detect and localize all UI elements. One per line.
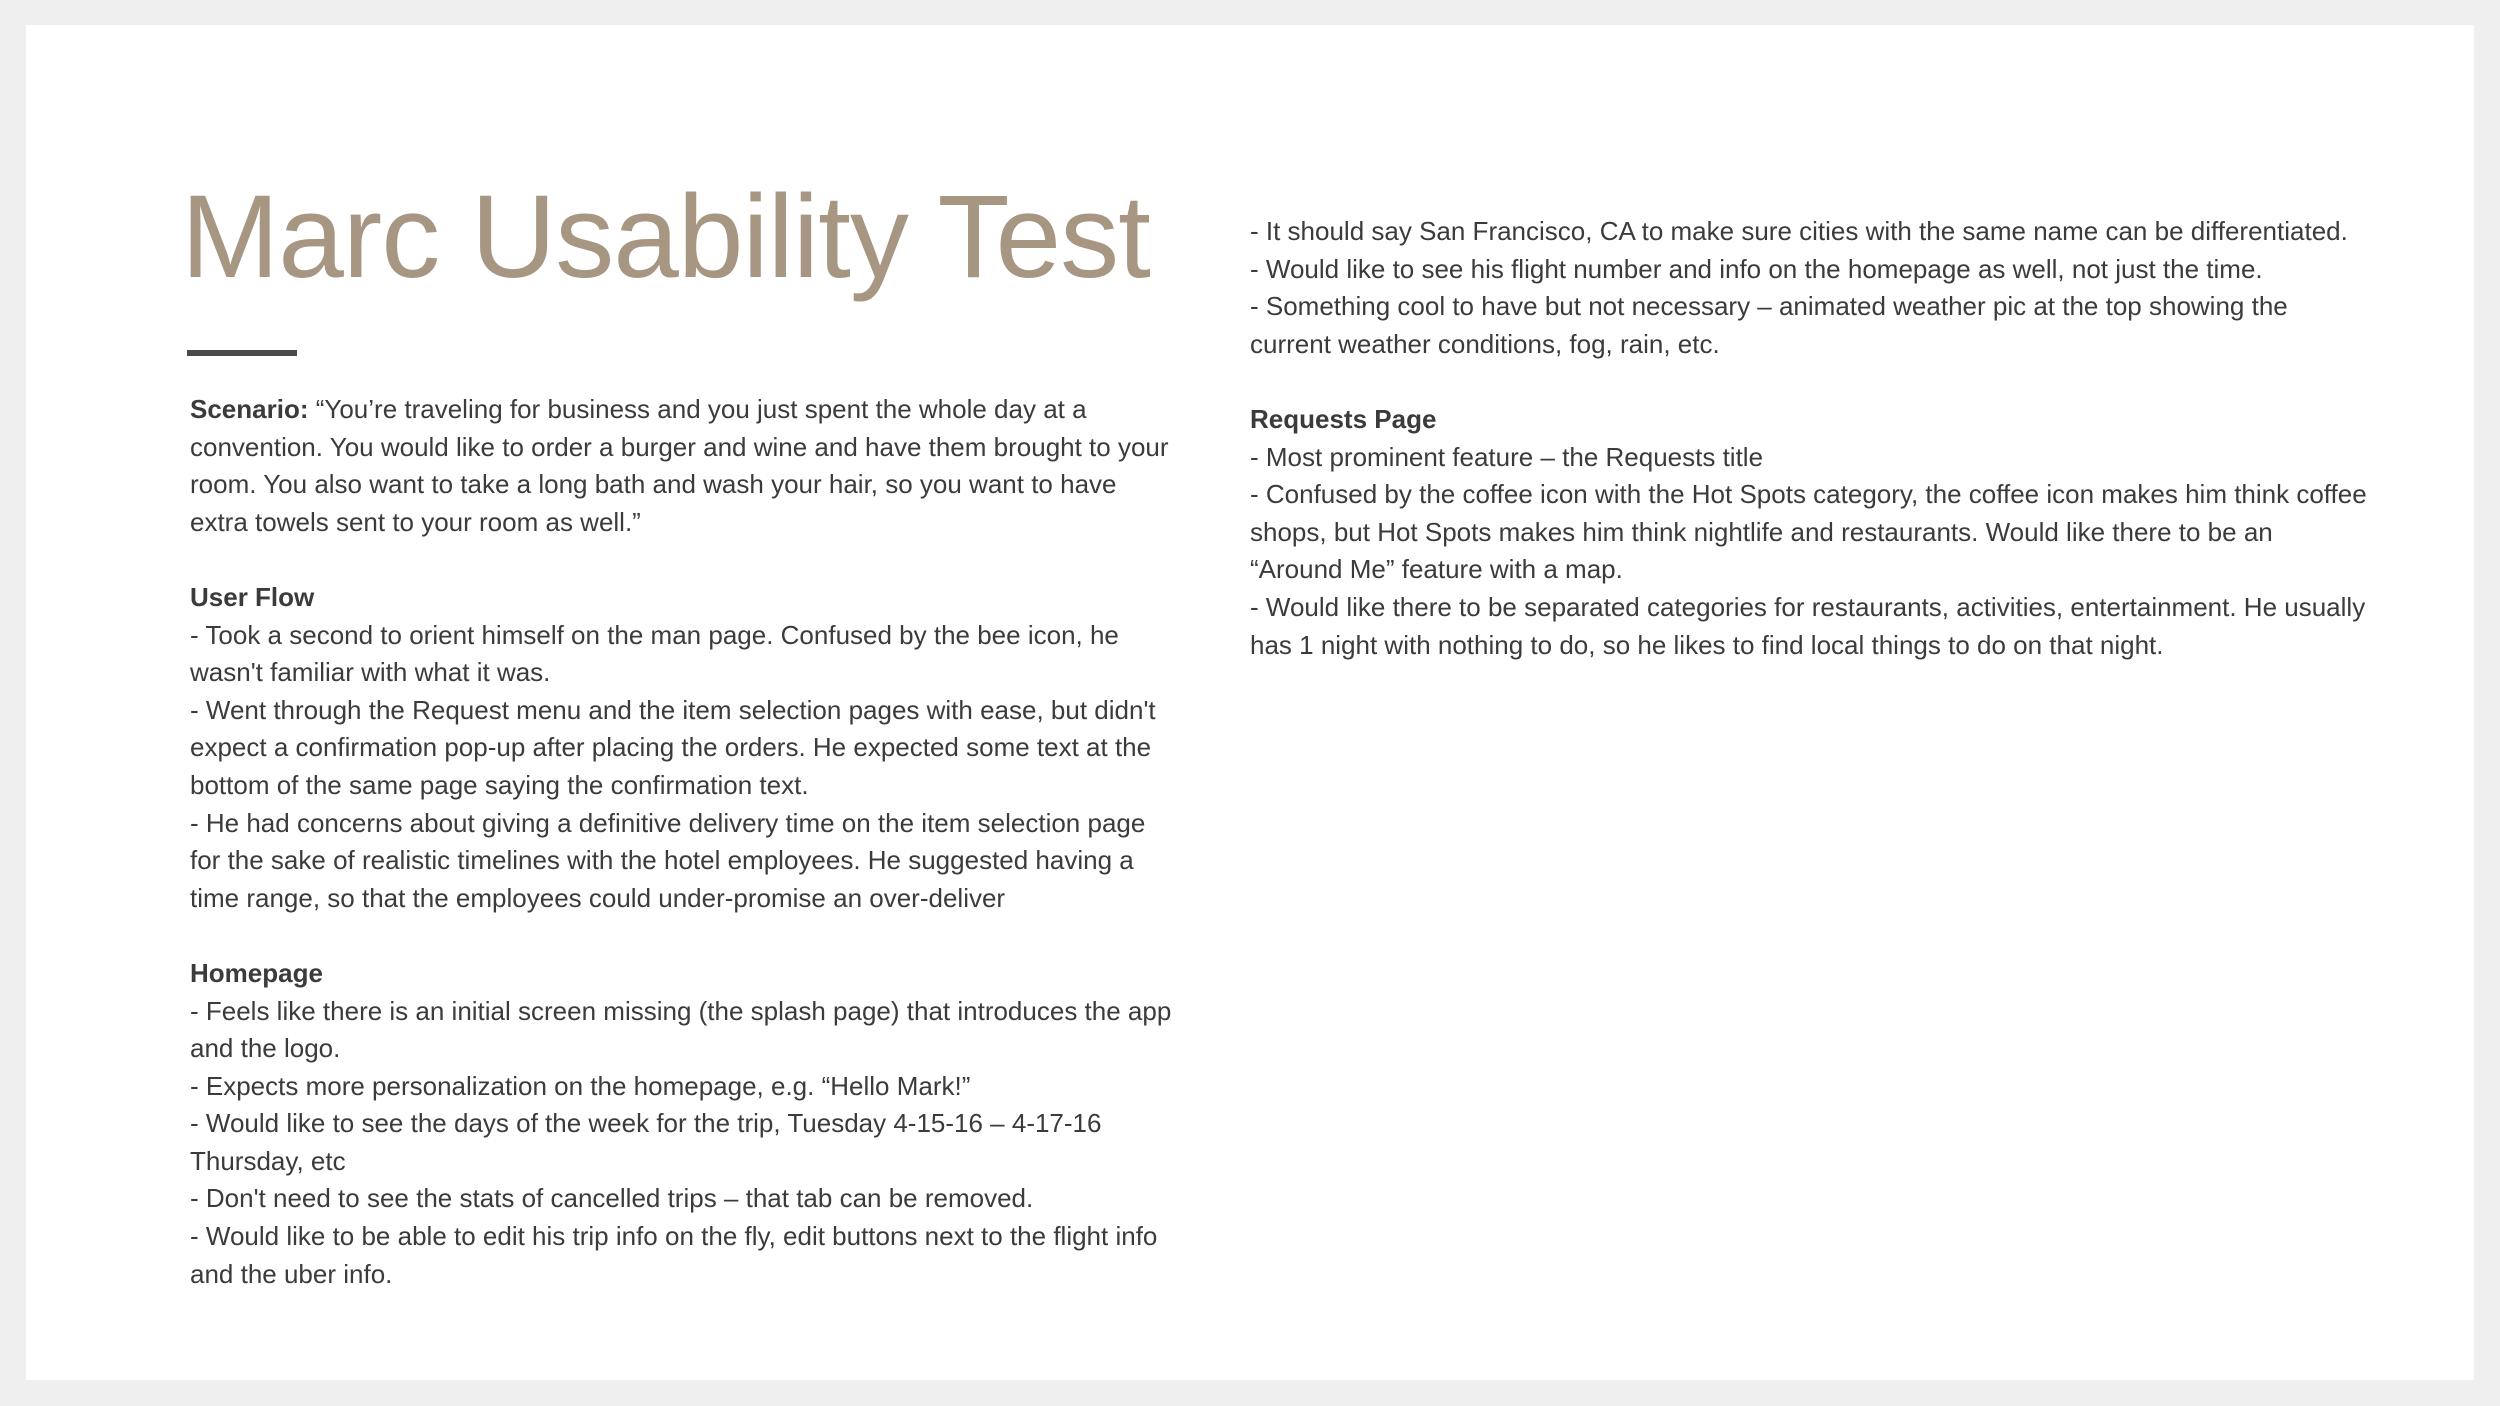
left-column <box>190 391 1180 1293</box>
spacer <box>190 541 1180 579</box>
slide-title: Marc Usability Test <box>181 171 1150 303</box>
spacer <box>1250 363 2370 401</box>
scenario-paragraph <box>190 391 1180 541</box>
homepage-item: - Would like to see his flight number and info on the homepage as well, not just the time. <box>1250 253 2263 284</box>
homepage-item: - Something cool to have but not necessary – animated weather pic at the top showing the current weather conditions, fog, rain, etc. <box>1250 291 2288 359</box>
user-flow-item: - He had concerns about giving a definitive delivery time on the item selection page for the sake of realistic timelines with the hotel employees. He suggested having a time range, so that the employees could under-promise an over-deliver <box>190 807 1146 913</box>
homepage-item: - Feels like there is an initial screen missing (the splash page) that introduces the app and the logo. <box>190 995 1172 1064</box>
title-underline <box>187 350 297 356</box>
user-flow-heading: User Flow <box>190 581 315 612</box>
homepage-item: - Don't need to see the stats of cancelled trips – that tab can be removed. <box>190 1183 1034 1214</box>
requests-page-item: - Most prominent feature – the Requests title <box>1250 441 1764 472</box>
homepage-item: - Expects more personalization on the homepage, e.g. “Hello Mark!” <box>190 1070 971 1101</box>
user-flow-item: - Took a second to orient himself on the man page. Confused by the bee icon, he wasn't familiar with what it was. <box>190 619 1119 688</box>
user-flow-item: - Went through the Request menu and the item selection pages with ease, but didn't expect a confirmation pop-up after placing the orders. He expected some text at the bottom of the same page saying the confirmation text. <box>190 694 1156 800</box>
homepage-item: - Would like to see the days of the week for the trip, Tuesday 4-15-16 – 4-17-16 Thursday, etc <box>190 1108 1102 1176</box>
scenario-label: Scenario: <box>190 394 309 424</box>
homepage-heading: Homepage <box>190 957 323 988</box>
homepage-item: - Would like to be able to edit his trip info on the fly, edit buttons next to the flight info and the uber info. <box>190 1221 1158 1289</box>
spacer <box>190 917 1180 955</box>
scenario-text: “You’re traveling for business and you just spent the whole day at a convention. You would like to order a burger and wine and have them brought to your room. You also want to take a long bath and wash your hair, so you want to have extra towels sent to your room as well.” <box>190 394 1169 537</box>
homepage-item: - It should say San Francisco, CA to make sure cities with the same name can be differentiated. <box>1250 216 2348 246</box>
slide <box>26 25 2474 1380</box>
requests-page-heading: Requests Page <box>1250 403 1437 434</box>
requests-page-item: - Would like there to be separated categories for restaurants, activities, entertainment. He usually has 1 night with nothing to do, so he likes to find local things to do on that night. <box>1250 591 2366 660</box>
requests-page-item: - Confused by the coffee icon with the Hot Spots category, the coffee icon makes him think coffee shops, but Hot Spots makes him think nightlife and restaurants. Would like there to be an “Around Me” feature with a map. <box>1250 479 2367 585</box>
right-column <box>1250 213 2370 664</box>
